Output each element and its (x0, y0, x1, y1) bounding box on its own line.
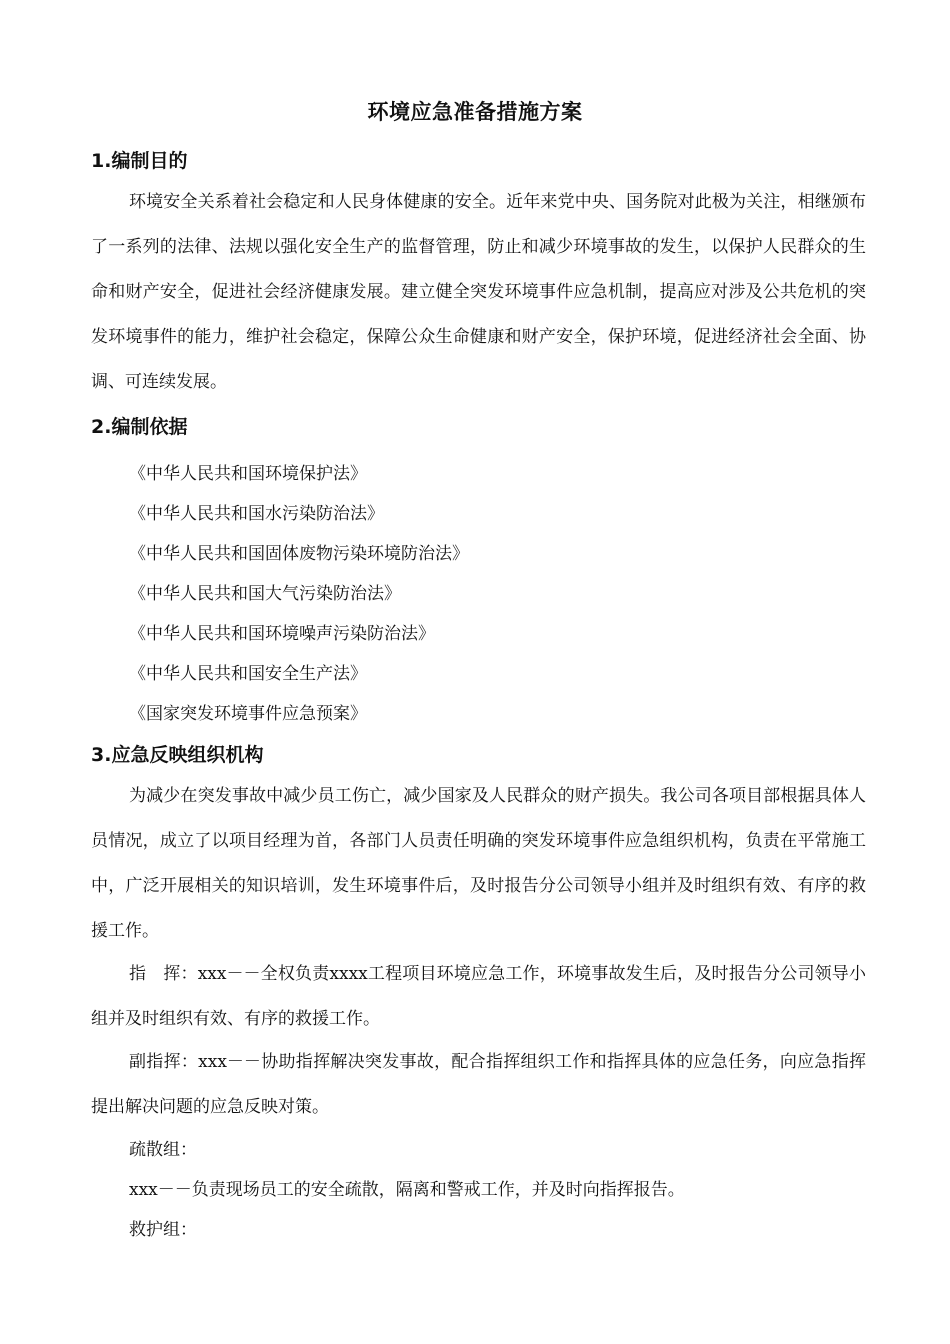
list-item: 《中华人民共和国固体废物污染环境防治法》 (129, 544, 469, 564)
section-heading-organization: 3.应急反映组织机构 (91, 744, 264, 766)
commander-paragraph: 指 挥：xxx－－全权负责xxxx工程项目环境应急工作，环境事故发生后，及时报告分公司领导小组并及时组织有效、有序的救援工作。 (91, 964, 866, 1029)
list-item: 《中华人民共和国环境噪声污染防治法》 (129, 624, 435, 644)
purpose-paragraph: 环境安全关系着社会稳定和人民身体健康的安全。近年来党中央、国务院对此极为关注，相继颁布了一系列的法律、法规以强化安全生产的监督管理，防止和减少环境事故的发生，以保护人民群众的生命和财产安全，促进社会经济健康发展。建立健全突发环境事件应急机制，提高应对涉及公共危机的突发环境事件的能力，维护社会稳定，保障公众生命健康和财产安全，保护环境，促进经济社会全面、协调、可连续发展。 (91, 192, 866, 392)
list-item: 《中华人民共和国环境保护法》 (129, 464, 367, 484)
list-item: 《中华人民共和国安全生产法》 (129, 664, 367, 684)
list-item: 《中华人民共和国水污染防治法》 (129, 504, 384, 524)
rescue-group-label: 救护组： (129, 1220, 197, 1240)
organization-paragraph: 为减少在突发事故中减少员工伤亡，减少国家及人民群众的财产损失。我公司各项目部根据具体人员情况，成立了以项目经理为首，各部门人员责任明确的突发环境事件应急组织机构，负责在平常施工中，广泛开展相关的知识培训，发生环境事件后，及时报告分公司领导小组并及时组织有效、有序的救援工作。 (91, 786, 866, 941)
deputy-paragraph: 副指挥：xxx－－协助指挥解决突发事故，配合指挥组织工作和指挥具体的应急任务，向应急指挥提出解决问题的应急反映对策。 (91, 1052, 866, 1117)
section-heading-basis: 2.编制依据 (91, 416, 188, 438)
section-heading-purpose: 1.编制目的 (91, 150, 188, 172)
document-title: 环境应急准备措施方案 (367, 100, 583, 124)
evacuation-group-desc: xxx－－负责现场员工的安全疏散，隔离和警戒工作，并及时向指挥报告。 (129, 1180, 685, 1200)
evacuation-group-label: 疏散组： (129, 1140, 197, 1160)
list-item: 《国家突发环境事件应急预案》 (129, 704, 367, 724)
list-item: 《中华人民共和国大气污染防治法》 (129, 584, 401, 604)
